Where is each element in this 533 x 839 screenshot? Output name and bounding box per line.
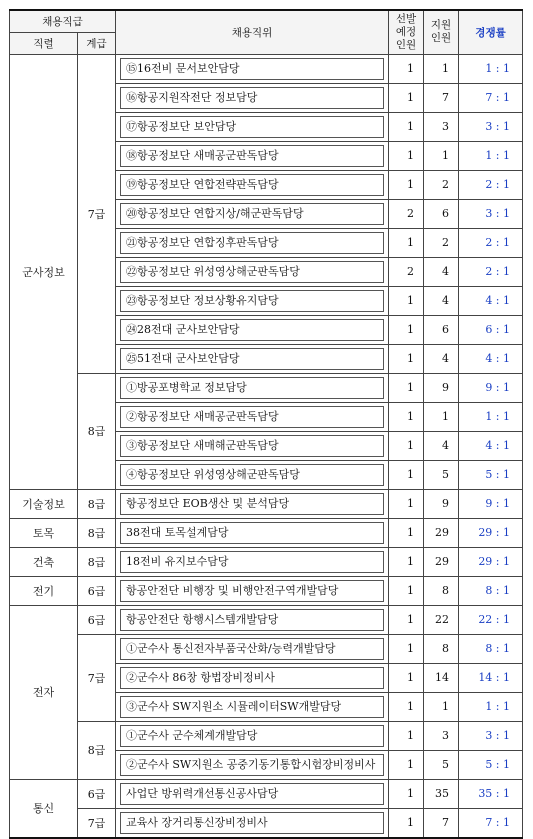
grade-cell: 7급 <box>78 808 116 838</box>
position-label: ⑯항공지원작전단 정보담당 <box>120 87 384 109</box>
planned-cell: 1 <box>389 605 424 634</box>
job-series-cell: 기술정보 <box>10 489 78 518</box>
position-label: ②군수사 86창 항법장비정비사 <box>120 667 384 689</box>
job-series-cell: 전자 <box>10 605 78 779</box>
ratio-cell: 8 : 1 <box>459 576 523 605</box>
recruitment-table-wrapper <box>9 9 523 839</box>
position-label: ①군수사 군수체계개발담당 <box>120 725 384 747</box>
applicants-cell: 4 <box>424 344 459 373</box>
planned-cell: 1 <box>389 315 424 344</box>
planned-cell: 1 <box>389 750 424 779</box>
position-cell <box>116 170 389 199</box>
position-cell <box>116 141 389 170</box>
header-position: 채용직위 <box>116 10 389 54</box>
ratio-cell: 3 : 1 <box>459 199 523 228</box>
position-cell <box>116 779 389 808</box>
position-cell <box>116 721 389 750</box>
applicants-cell: 4 <box>424 286 459 315</box>
position-label: ③군수사 SW지원소 시뮬레이터SW개발담당 <box>120 696 384 718</box>
position-label: ⑮16전비 문서보안담당 <box>120 58 384 80</box>
applicants-cell: 6 <box>424 199 459 228</box>
ratio-cell: 1 : 1 <box>459 692 523 721</box>
position-label: ①방공포병학교 정보담당 <box>120 377 384 399</box>
job-series-cell: 토목 <box>10 518 78 547</box>
ratio-cell: 3 : 1 <box>459 721 523 750</box>
ratio-cell: 6 : 1 <box>459 315 523 344</box>
ratio-cell: 4 : 1 <box>459 344 523 373</box>
planned-cell: 1 <box>389 518 424 547</box>
applicants-cell: 7 <box>424 808 459 838</box>
ratio-cell: 7 : 1 <box>459 808 523 838</box>
table-row <box>10 489 523 518</box>
ratio-cell: 29 : 1 <box>459 547 523 576</box>
applicants-cell: 5 <box>424 750 459 779</box>
header-planned-text: 선발 예정 인원 <box>395 12 417 51</box>
position-cell <box>116 576 389 605</box>
planned-cell: 1 <box>389 83 424 112</box>
position-cell <box>116 431 389 460</box>
ratio-cell: 9 : 1 <box>459 373 523 402</box>
grade-cell: 6급 <box>78 779 116 808</box>
planned-cell: 1 <box>389 54 424 83</box>
ratio-cell: 22 : 1 <box>459 605 523 634</box>
position-cell <box>116 344 389 373</box>
grade-cell: 8급 <box>78 721 116 779</box>
table-body <box>10 54 523 838</box>
header-ratio: 경쟁률 <box>459 10 523 54</box>
planned-cell: 1 <box>389 344 424 373</box>
table-row <box>10 547 523 576</box>
header-applicants-text: 지원 인원 <box>430 19 452 45</box>
planned-cell: 1 <box>389 547 424 576</box>
grade-cell: 7급 <box>78 634 116 721</box>
ratio-cell: 5 : 1 <box>459 750 523 779</box>
ratio-cell: 4 : 1 <box>459 286 523 315</box>
table-row <box>10 721 523 750</box>
ratio-cell: 2 : 1 <box>459 257 523 286</box>
table-row <box>10 518 523 547</box>
position-cell <box>116 54 389 83</box>
applicants-cell: 5 <box>424 460 459 489</box>
header-group: 채용직급 <box>10 10 116 32</box>
table-row <box>10 808 523 838</box>
applicants-cell: 29 <box>424 547 459 576</box>
applicants-cell: 2 <box>424 228 459 257</box>
position-label: ⑲항공정보단 연합전략판독담당 <box>120 174 384 196</box>
position-label: 교육사 장거리통신장비정비사 <box>120 812 384 834</box>
position-label: ②군수사 SW지원소 공중기동기통합시험장비정비사 <box>120 754 384 776</box>
applicants-cell: 1 <box>424 402 459 431</box>
planned-cell: 1 <box>389 634 424 663</box>
position-label: ㉑항공정보단 연합징후판독담당 <box>120 232 384 254</box>
planned-cell: 2 <box>389 257 424 286</box>
applicants-cell: 7 <box>424 83 459 112</box>
ratio-cell: 5 : 1 <box>459 460 523 489</box>
ratio-cell: 7 : 1 <box>459 83 523 112</box>
applicants-cell: 14 <box>424 663 459 692</box>
position-label: ⑰항공정보단 보안담당 <box>120 116 384 138</box>
grade-cell: 7급 <box>78 54 116 373</box>
planned-cell: 1 <box>389 373 424 402</box>
position-cell <box>116 83 389 112</box>
applicants-cell: 8 <box>424 634 459 663</box>
applicants-cell: 1 <box>424 54 459 83</box>
planned-cell: 1 <box>389 663 424 692</box>
planned-cell: 1 <box>389 460 424 489</box>
job-series-cell: 통신 <box>10 779 78 838</box>
applicants-cell: 9 <box>424 489 459 518</box>
planned-cell: 1 <box>389 402 424 431</box>
position-label: 항공안전단 항행시스템개발담당 <box>120 609 384 631</box>
position-cell <box>116 286 389 315</box>
position-label: 항공정보단 EOB생산 및 분석담당 <box>120 493 384 515</box>
position-cell <box>116 373 389 402</box>
position-label: 38전대 토목설계담당 <box>120 522 384 544</box>
applicants-cell: 22 <box>424 605 459 634</box>
table-row <box>10 54 523 83</box>
job-series-cell: 전기 <box>10 576 78 605</box>
applicants-cell: 1 <box>424 692 459 721</box>
ratio-cell: 4 : 1 <box>459 431 523 460</box>
job-series-cell: 군사정보 <box>10 54 78 489</box>
position-cell <box>116 634 389 663</box>
position-cell <box>116 808 389 838</box>
position-label: ③항공정보단 새매해군판독담당 <box>120 435 384 457</box>
grade-cell: 8급 <box>78 547 116 576</box>
job-series-cell: 건축 <box>10 547 78 576</box>
planned-cell: 1 <box>389 431 424 460</box>
applicants-cell: 3 <box>424 112 459 141</box>
position-cell <box>116 228 389 257</box>
planned-cell: 1 <box>389 808 424 838</box>
position-label: 사업단 방위력개선통신공사담당 <box>120 783 384 805</box>
position-cell <box>116 315 389 344</box>
position-cell <box>116 112 389 141</box>
ratio-cell: 8 : 1 <box>459 634 523 663</box>
ratio-cell: 2 : 1 <box>459 170 523 199</box>
position-cell <box>116 257 389 286</box>
planned-cell: 1 <box>389 779 424 808</box>
planned-cell: 1 <box>389 170 424 199</box>
ratio-cell: 14 : 1 <box>459 663 523 692</box>
position-cell <box>116 489 389 518</box>
ratio-cell: 3 : 1 <box>459 112 523 141</box>
position-label: ⑱항공정보단 새매공군판독담당 <box>120 145 384 167</box>
position-cell <box>116 460 389 489</box>
position-label: ⑳항공정보단 연합지상/해군판독담당 <box>120 203 384 225</box>
position-label: ㉓항공정보단 정보상황유지담당 <box>120 290 384 312</box>
applicants-cell: 9 <box>424 373 459 402</box>
planned-cell: 1 <box>389 721 424 750</box>
position-cell <box>116 402 389 431</box>
applicants-cell: 1 <box>424 141 459 170</box>
header-grade: 계급 <box>78 32 116 54</box>
planned-cell: 1 <box>389 141 424 170</box>
planned-cell: 1 <box>389 692 424 721</box>
planned-cell: 1 <box>389 286 424 315</box>
applicants-cell: 3 <box>424 721 459 750</box>
position-label: ①군수사 통신전자부품국산화/능력개발담당 <box>120 638 384 660</box>
ratio-cell: 1 : 1 <box>459 402 523 431</box>
position-cell <box>116 547 389 576</box>
applicants-cell: 29 <box>424 518 459 547</box>
ratio-cell: 9 : 1 <box>459 489 523 518</box>
planned-cell: 1 <box>389 576 424 605</box>
position-cell <box>116 199 389 228</box>
table-row <box>10 779 523 808</box>
position-label: ②항공정보단 새매공군판독담당 <box>120 406 384 428</box>
position-label: ㉕51전대 군사보안담당 <box>120 348 384 370</box>
planned-cell: 1 <box>389 228 424 257</box>
position-label: 항공안전단 비행장 및 비행안전구역개발담당 <box>120 580 384 602</box>
grade-cell: 8급 <box>78 373 116 489</box>
ratio-cell: 35 : 1 <box>459 779 523 808</box>
position-cell <box>116 692 389 721</box>
position-cell <box>116 518 389 547</box>
table-row <box>10 373 523 402</box>
applicants-cell: 35 <box>424 779 459 808</box>
recruitment-table <box>9 9 523 839</box>
applicants-cell: 4 <box>424 431 459 460</box>
header-job-series: 직렬 <box>10 32 78 54</box>
ratio-cell: 1 : 1 <box>459 54 523 83</box>
ratio-cell: 29 : 1 <box>459 518 523 547</box>
position-label: ④항공정보단 위성영상해군판독담당 <box>120 464 384 486</box>
position-cell <box>116 750 389 779</box>
grade-cell: 6급 <box>78 576 116 605</box>
position-cell <box>116 663 389 692</box>
position-cell <box>116 605 389 634</box>
table-row <box>10 634 523 663</box>
planned-cell: 2 <box>389 199 424 228</box>
applicants-cell: 6 <box>424 315 459 344</box>
table-row <box>10 605 523 634</box>
position-label: ㉔28전대 군사보안담당 <box>120 319 384 341</box>
table-row <box>10 576 523 605</box>
planned-cell: 1 <box>389 489 424 518</box>
grade-cell: 6급 <box>78 605 116 634</box>
applicants-cell: 4 <box>424 257 459 286</box>
ratio-cell: 1 : 1 <box>459 141 523 170</box>
position-label: ㉒항공정보단 위성영상해군판독담당 <box>120 261 384 283</box>
grade-cell: 8급 <box>78 489 116 518</box>
position-label: 18전비 유지보수담당 <box>120 551 384 573</box>
header-applicants <box>424 10 459 54</box>
header-planned <box>389 10 424 54</box>
planned-cell: 1 <box>389 112 424 141</box>
ratio-cell: 2 : 1 <box>459 228 523 257</box>
applicants-cell: 2 <box>424 170 459 199</box>
applicants-cell: 8 <box>424 576 459 605</box>
grade-cell: 8급 <box>78 518 116 547</box>
